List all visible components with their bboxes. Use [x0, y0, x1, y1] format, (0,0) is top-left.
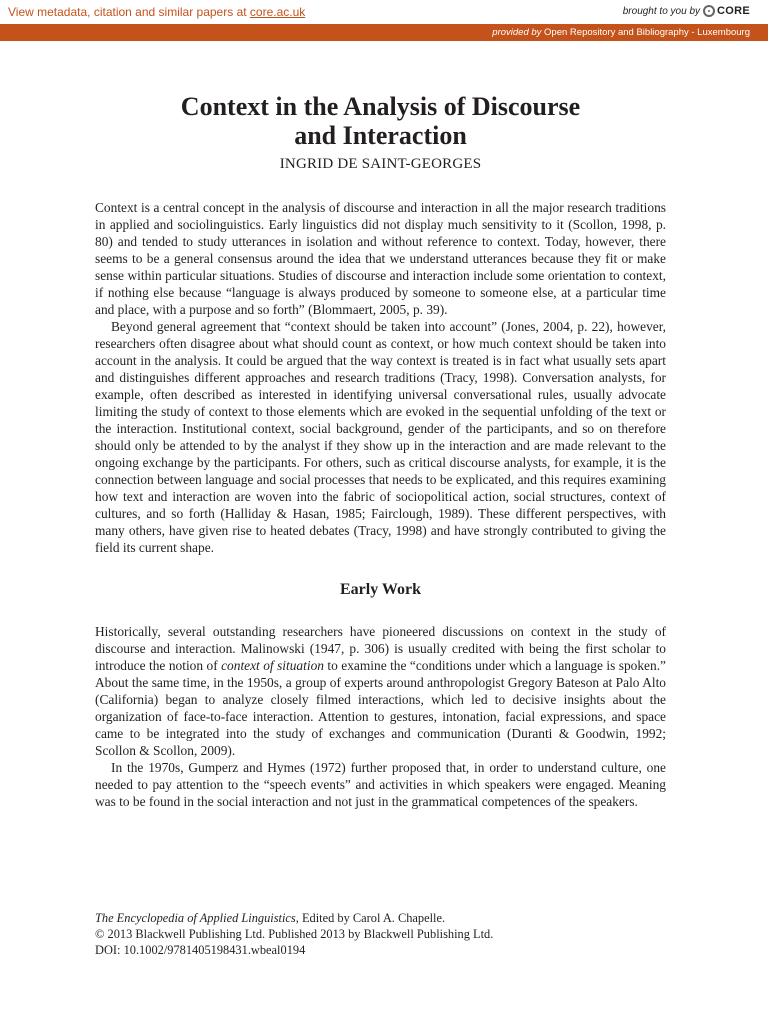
footer-doi: DOI: 10.1002/9781405198431.wbeal0194 — [95, 943, 306, 957]
article-title-line-2: and Interaction — [294, 121, 467, 150]
core-header-bar — [0, 0, 768, 25]
provider-name[interactable]: Open Repository and Bibliography - Luxembourg — [541, 27, 750, 38]
early-work-paragraph-2: In the 1970s, Gumperz and Hymes (1972) further proposed that, in order to understand culture, one needed to pay attention to the “speech events” and activities in which speakers were engaged. Meaning was to be found in the social interaction and not just in the grammatical competences of the speakers. — [95, 760, 666, 809]
article — [95, 92, 666, 810]
core-metadata-lead: View metadata, citation and similar papers at — [8, 5, 250, 19]
article-title-line-1: Context in the Analysis of Discourse — [180, 92, 581, 121]
provider-lead: provided by — [492, 27, 542, 38]
early-work-p1-after: to examine the “conditions under which a language is spoken.” About the same time, in the 1950s, a group of experts around anthropologist Gregory Bateson at Palo Alto (California) began to analyze closely filmed interactions, which led to decisive insights about the organization of face-to-face interaction. Attention to gestures, intonation, facial expressions, and space came to be integrated into the study of exchanges and communication (Duranti & Goodwin, 1992; Scollon & Scollon, 2009). — [95, 658, 666, 758]
article-title — [95, 92, 666, 150]
intro-paragraph-2: Beyond general agreement that “context should be taken into account” (Jones, 2004, p. 22), however, researchers often disagree about what should count as context, or how much context should be taken into account in the analysis. It could be argued that the way context is treated is in fact what usually sets apart and distinguishes different approaches and research traditions (Tracy, 1998). Conversation analysts, for example, often described as interested in identifying universal conversational rules, usually advocate limiting the study of context to those elements which are evoked in the sequential unfolding of the text or the interaction. Institutional context, social background, gender of the participants, and so on therefore should only be attended to by the analyst if they show up in the interaction and are made relevant to the ongoing exchange by the participants. For others, such as critical discourse analysts, for example, it is the connection between language and social processes that needs to be explicated, and this requires examining how text and interaction are woven into the fabric of sociopolitical action, social structures, context of cultures, and so forth (Halliday & Hasan, 1985; Fairclough, 1989). These different perspectives, with many others, have given rise to heated debates (Tracy, 1998) and have strongly contributed to giving the field its current shape. — [95, 319, 666, 555]
citation-footer — [95, 910, 666, 958]
provider-bar — [0, 25, 768, 41]
core-metadata-notice — [8, 5, 305, 19]
footer-book-line — [95, 910, 666, 926]
core-link[interactable]: core.ac.uk — [249, 5, 306, 19]
footer-editor: , Edited by Carol A. Chapelle. — [295, 911, 446, 925]
core-brand[interactable] — [623, 5, 750, 17]
article-body — [95, 199, 666, 810]
context-of-situation-term: context of situation — [221, 658, 324, 673]
footer-book-title: The Encyclopedia of Applied Linguistics — [95, 911, 296, 925]
section-heading-early-work: Early Work — [339, 581, 422, 598]
core-brand-name: CORE — [717, 5, 750, 17]
intro-paragraph-1: Context is a central concept in the analysis of discourse and interaction in all the major research traditions in applied and sociolinguistics. Early linguistics did not display much sensitivity to it (Scollon, 1998, p. 80) and tended to study utterances in isolation and without reference to context. Today, however, there seems to be a general consensus around the idea that we understand utterances because they fit or make sense within particular situations. Studies of discourse and interaction include some orientation to context, if nothing else because “language is always produced by someone to someone else, at a particular time and place, with a purpose and so forth” (Blommaert, 2005, p. 39). — [95, 200, 666, 317]
footer-copyright: © 2013 Blackwell Publishing Ltd. Published 2013 by Blackwell Publishing Ltd. — [95, 927, 494, 941]
core-logo-icon — [703, 5, 715, 17]
early-work-p1-before: Historically, several outstanding researchers have pioneered discussions on context in the study of discourse and interaction. Malinowski (1947, p. 306) is usually credited with being the first scholar to introduce the notion of — [95, 624, 666, 673]
brought-to-you-label: brought to you by — [622, 5, 701, 17]
article-author: INGRID DE SAINT-GEORGES — [279, 156, 482, 172]
early-work-paragraph-1 — [95, 623, 666, 759]
